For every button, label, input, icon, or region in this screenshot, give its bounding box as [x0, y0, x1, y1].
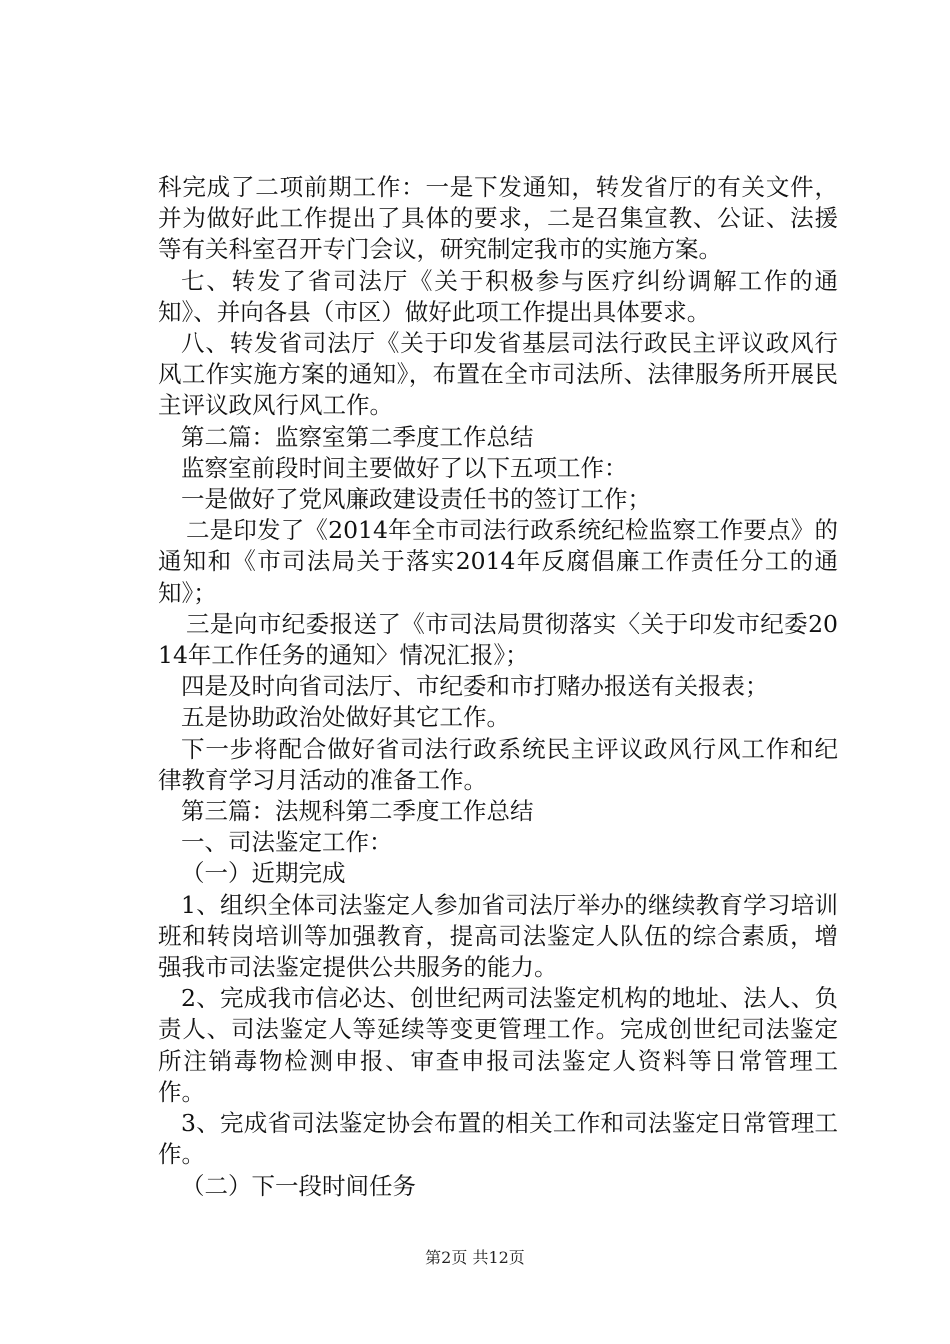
paragraph-task-1: 1、组织全体司法鉴定人参加省司法厅举办的继续教育学习培训班和转岗培训等加强教育，提高司法鉴定人队伍的综合素质，增强我市司法鉴定提供公共服务的能力。: [158, 890, 838, 982]
paragraph-point-1: 一是做好了党风廉政建设责任书的签订工作；: [181, 485, 651, 514]
paragraph-point-4: 四是及时向省司法厅、市纪委和市打赌办报送有关报表；: [181, 672, 769, 701]
paragraph-item-8: 八、转发省司法厅《关于印发省基层司法行政民主评议政风行风工作实施方案的通知》，布置在全市司法所、法律服务所开展民主评议政风行风工作。: [158, 329, 838, 420]
document-body: [158, 172, 838, 1202]
paragraph-item-7: 七、转发了省司法厅《关于积极参与医疗纠纷调解工作的通知》、并向各县（市区）做好此项工作提出具体要求。: [158, 266, 838, 326]
paragraph-next-step: 下一步将配合做好省司法行政系统民主评议政风行风工作和纪律教育学习月活动的准备工作。: [158, 734, 838, 794]
paragraph-task-3: 3、完成省司法鉴定协会布置的相关工作和司法鉴定日常管理工作。: [158, 1109, 838, 1169]
paragraph-task-2: 2、完成我市信必达、创世纪两司法鉴定机构的地址、法人、负责人、司法鉴定人等延续等变更管理工作。完成创世纪司法鉴定所注销毒物检测申报、审查申报司法鉴定人资料等日常管理工作。: [158, 984, 838, 1106]
paragraph-point-5: 五是协助政治处做好其它工作。: [181, 703, 510, 732]
page-number-footer: 第2页 共12页: [425, 1248, 525, 1267]
paragraph-point-2: 二是印发了《2014年全市司法行政系统纪检监察工作要点》的通知和《市司法局关于落实2014年反腐倡廉工作责任分工的通知》；: [158, 516, 838, 607]
paragraph-intro: 监察室前段时间主要做好了以下五项工作：: [181, 453, 628, 482]
section-heading-2: 第二篇：监察室第二季度工作总结: [181, 422, 534, 451]
subheading-forensic: 一、司法鉴定工作：: [181, 828, 393, 857]
paragraph-point-3: 三是向市纪委报送了《市司法局贯彻落实〈关于印发市纪委2014年工作任务的通知〉情况汇报》；: [158, 609, 838, 670]
section-heading-3: 第三篇：法规科第二季度工作总结: [181, 797, 534, 826]
paragraph-continuation: 科完成了二项前期工作：一是下发通知，转发省厅的有关文件，并为做好此工作提出了具体的要求，二是召集宣教、公证、法援等有关科室召开专门会议，研究制定我市的实施方案。: [158, 173, 838, 264]
subheading-recent: （一）近期完成: [181, 859, 346, 888]
subheading-next-period: （二）下一段时间任务: [181, 1171, 416, 1200]
